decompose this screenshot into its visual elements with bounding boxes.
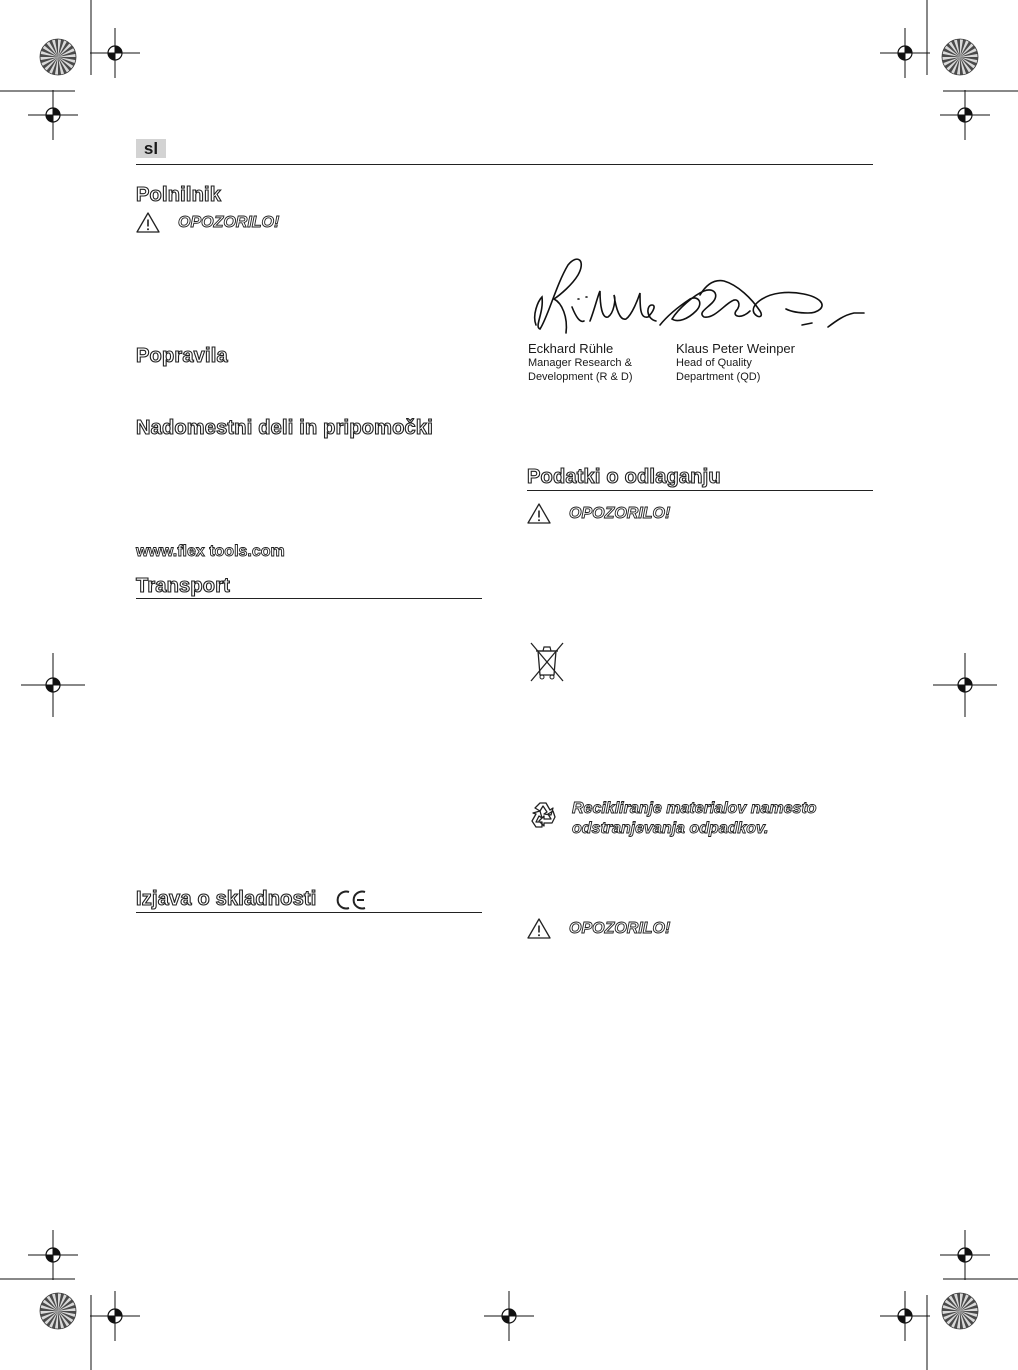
disposal-rule: [527, 490, 873, 491]
signatory-1-name: Eckhard Rühle: [528, 341, 614, 356]
transport-rule: [136, 598, 482, 599]
registration-crosshair-icon: [90, 1291, 140, 1341]
spare-parts-heading: Nadomestni deli in pripomočki: [136, 417, 433, 439]
registration-crosshair-icon: [880, 28, 930, 78]
signatory-2-title: Department (QD): [676, 371, 761, 383]
registration-crosshair-icon: [28, 1230, 78, 1280]
conformity-rule: [136, 912, 482, 913]
registration-crosshair-icon: [90, 28, 140, 78]
registration-crosshair-icon: [933, 653, 997, 717]
transport-heading: Transport: [136, 575, 231, 597]
conformity-heading: Izjava o skladnosti: [136, 888, 317, 910]
warning-triangle-icon: [527, 503, 551, 524]
repairs-heading: Popravila: [136, 345, 228, 367]
warning-triangle-icon: [136, 212, 160, 233]
color-target-icon: [942, 1293, 978, 1329]
ce-mark-icon: [336, 889, 368, 911]
charger-warning-label: OPOZORILO!: [178, 214, 280, 231]
handwritten-signatures: [528, 255, 868, 337]
registration-crosshair-icon: [880, 1291, 930, 1341]
disposal-warning-label: OPOZORILO!: [569, 505, 671, 522]
header-rule: [136, 164, 873, 165]
registration-crosshair-icon: [940, 1230, 990, 1280]
charger-heading: Polnilnik: [136, 184, 222, 206]
recycling-text-line1: Recikliranje materialov namesto: [572, 800, 817, 817]
color-target-icon: [942, 39, 978, 75]
registration-crosshair-icon: [940, 90, 990, 140]
language-tab: sl: [136, 139, 166, 158]
registration-crosshair-icon: [21, 653, 85, 717]
signatory-2-name: Klaus Peter Weinper: [676, 341, 795, 356]
signatory-1-title: Manager Research &: [528, 357, 632, 369]
recycling-text-line2: odstranjevanja odpadkov.: [572, 820, 769, 837]
color-target-icon: [40, 1293, 76, 1329]
disposal-heading: Podatki o odlaganju: [527, 466, 721, 488]
crossed-out-bin-icon: [528, 641, 566, 683]
warning-triangle-icon: [527, 918, 551, 939]
recycle-icon: [527, 799, 559, 831]
signatory-2-title: Head of Quality: [676, 357, 752, 369]
final-warning-label: OPOZORILO!: [569, 920, 671, 937]
color-target-icon: [40, 39, 76, 75]
registration-crosshair-icon: [28, 90, 78, 140]
registration-crosshair-icon: [484, 1291, 534, 1341]
website-link[interactable]: www.flex tools.com: [136, 543, 285, 560]
signatory-1-title: Development (R & D): [528, 371, 633, 383]
